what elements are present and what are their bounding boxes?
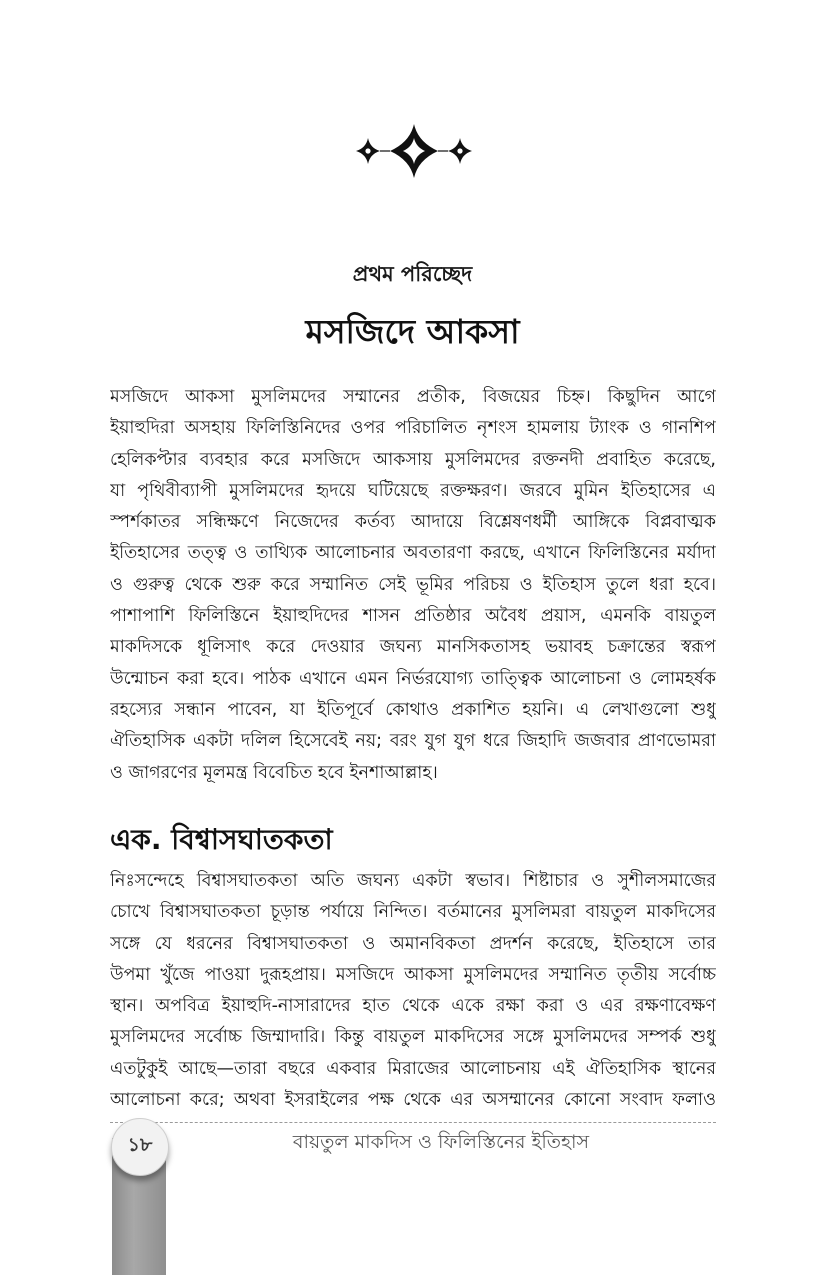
running-title: বায়তুল মাকদিস ও ফিলিস্তিনের ইতিহাস: [292, 1131, 590, 1153]
paragraph-line: চোখে বিশ্বাসঘাতকতা চূড়ান্ত পর্যায়ে নিন্দিত। বর্তমানের মুসলিমরা বায়তুল মাকদিসের: [110, 902, 716, 923]
ornament-diamond-icon: [352, 122, 476, 180]
paragraph-line: ইতিহাসের তত্ত্ব ও তাথ্যিক আলোচনার অবতারণা করছে, এখানে ফিলিস্তিনের মর্যাদা: [110, 543, 716, 564]
chapter-title: মসজিদে আকসা: [305, 312, 520, 351]
chapter-label: প্রথম পরিচ্ছেদ: [352, 262, 473, 286]
paragraph-line: উন্মোচন করা হবে। পাঠক এখানে এমন নির্ভরযোগ্য তাত্ত্বিক আলোচনা ও লোমহর্ষক: [110, 668, 716, 689]
paragraph-line: মাকদিসকে ধূলিসাৎ করে দেওয়ার জঘন্য মানসিকতাসহ ভয়াবহ চক্রান্তের স্বরূপ: [110, 637, 716, 658]
intro-paragraph: [110, 382, 716, 789]
paragraph-line: যা পৃথিবীব্যাপী মুসলিমদের হৃদয়ে ঘটিয়েছে রক্তক্ষরণ। জরবে মুমিন ইতিহাসের এ: [110, 480, 716, 501]
paragraph-line: ঐতিহাসিক একটা দলিল হিসেবেই নয়; বরং যুগ যুগ ধরে জিহাদি জজবার প্রাণভোমরা: [110, 731, 716, 752]
paragraph-line: আলোচনা করে; অথবা ইসরাইলের পক্ষ থেকে এর অসম্মানের কোনো সংবাদ ফলাও: [110, 1090, 716, 1111]
section-paragraph: [110, 866, 716, 1116]
paragraph-line: হেলিকপ্টার ব্যবহার করে মসজিদে আকসায় মুসলিমদের রক্তনদী প্রবাহিত করেছে,: [110, 449, 716, 470]
paragraph-line: স্পর্শকাতর সন্ধিক্ষণে নিজেদের কর্তব্য আদায়ে বিশ্লেষণধর্মী আঙ্গিকে বিপ্লবাত্মক: [110, 512, 716, 533]
paragraph-line: মুসলিমদের সর্বোচ্চ জিম্মাদারি। কিন্তু বায়তুল মাকদিসের সঙ্গে মুসলিমদের সম্পর্ক শুধু: [110, 1027, 716, 1048]
paragraph-line: ও গুরুত্ব থেকে শুরু করে সম্মানিত সেই ভূমির পরিচয় ও ইতিহাস তুলে ধরা হবে।: [110, 574, 716, 595]
paragraph-line: সঙ্গে যে ধরনের বিশ্বাসঘাতকতা ও অমানবিকতা প্রদর্শন করেছে, ইতিহাসে তার: [110, 933, 716, 954]
paragraph-line: নিঃসন্দেহে বিশ্বাসঘাতকতা অতি জঘন্য একটা স্বভাব। শিষ্টাচার ও সুশীলসমাজের: [110, 871, 716, 891]
paragraph-line: রহস্যের সন্ধান পাবেন, যা ইতিপূর্বে কোথাও প্রকাশিত হয়নি। এ লেখাগুলো শুধু: [110, 699, 716, 720]
paragraph-line: ইয়াহুদিরা অসহায় ফিলিস্তিনিদের ওপর পরিচালিত নৃশংস হামলায় ট্যাংক ও গানশিপ: [110, 418, 716, 439]
section-heading: এক. বিশ্বাসঘাতকতা: [110, 823, 333, 856]
footer-divider: [110, 1122, 716, 1123]
paragraph-line: উপমা খুঁজে পাওয়া দুরূহপ্রায়। মসজিদে আকসা মুসলিমদের সম্মানিত তৃতীয় সর্বোচ্চ: [110, 964, 716, 985]
paragraph-line: স্থান। অপবিত্র ইয়াহুদি-নাসারাদের হাত থেকে একে রক্ষা করা ও এর রক্ষণাবেক্ষণ: [110, 996, 716, 1017]
paragraph-line: পাশাপাশি ফিলিস্তিনে ইয়াহুদিদের শাসন প্রতিষ্ঠার অবৈধ প্রয়াস, এমনকি বায়তুল: [110, 606, 716, 627]
paragraph-line: মসজিদে আকসা মুসলিমদের সম্মানের প্রতীক, বিজয়ের চিহ্ন। কিছুদিন আগে: [110, 387, 716, 407]
paragraph-line: ও জাগরণের মূলমন্ত্র বিবেচিত হবে ইনশাআল্লাহ।: [110, 762, 438, 783]
paragraph-line: এতটুকুই আছে—তারা বছরে একবার মিরাজের আলোচনায় এই ঐতিহাসিক স্থানের: [110, 1058, 716, 1079]
page-number: ১৮: [111, 1118, 169, 1176]
